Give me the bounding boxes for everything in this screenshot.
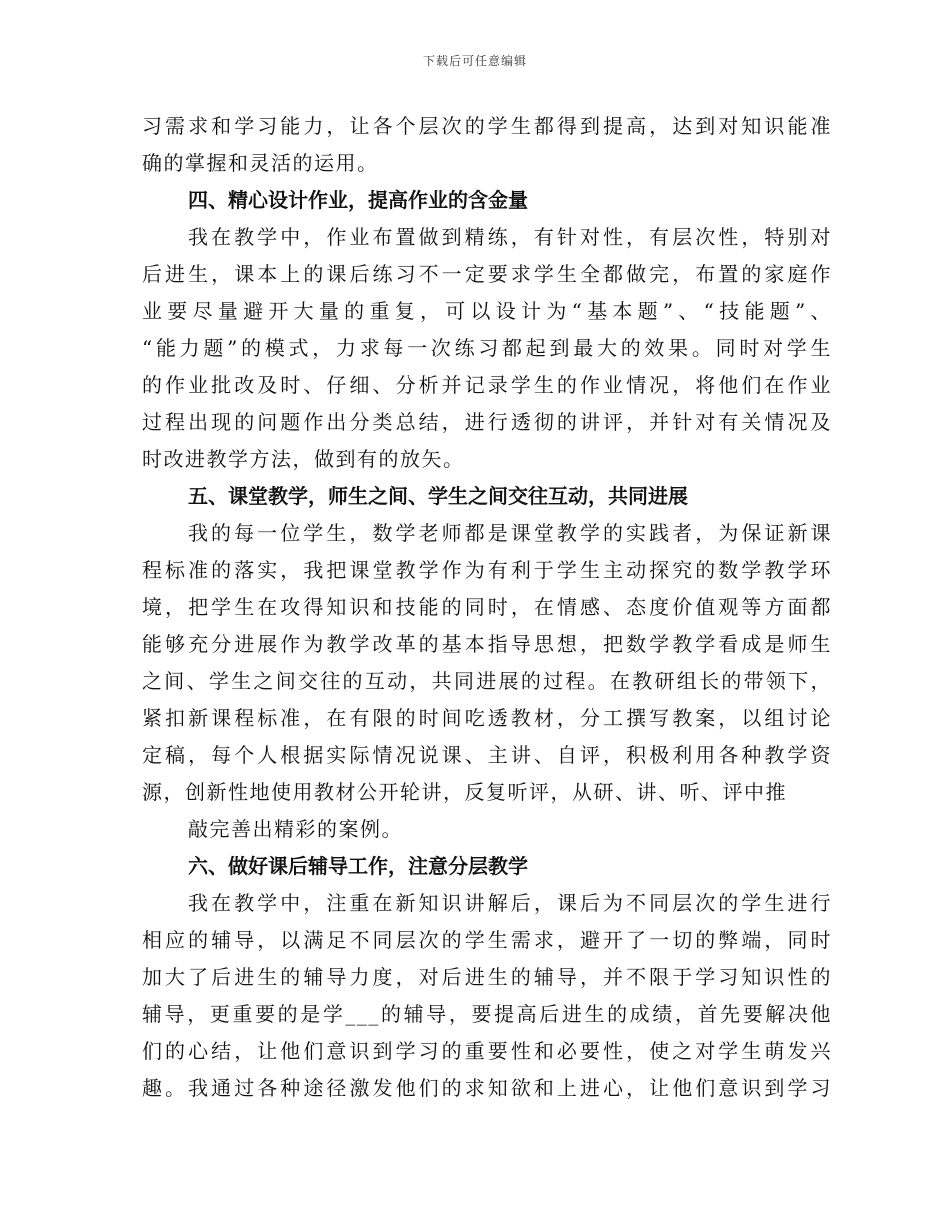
paragraph-line: 辅导，更重要的是学___的辅导，要提高后进生的成绩，首先要解决他 — [142, 1002, 832, 1026]
section-heading: 六、做好课后辅导工作，注意分层教学 — [188, 854, 528, 878]
paragraph-line: 我的每一位学生，数学老师都是课堂教学的实践者，为保证新课 — [188, 521, 832, 545]
paragraph-line: 我在教学中，注重在新知识讲解后，课后为不同层次的学生进行 — [188, 891, 832, 915]
paragraph-line: 相应的辅导，以满足不同层次的学生需求，避开了一切的弊端，同时 — [142, 928, 832, 952]
page-header: 下载后可任意编辑 — [422, 54, 527, 68]
paragraph-line: 过程出现的问题作出分类总结，进行透彻的讲评，并针对有关情况及 — [142, 410, 832, 434]
paragraph-line: 们的心结，让他们意识到学习的重要性和必要性，使之对学生萌发兴 — [142, 1039, 832, 1063]
paragraph-line: 我在教学中，作业布置做到精练，有针对性，有层次性，特别对 — [188, 225, 832, 249]
paragraph-line: 后进生，课本上的课后练习不一定要求学生全都做完，布置的家庭作 — [142, 262, 832, 286]
paragraph-line: 趣。我通过各种途径激发他们的求知欲和上进心，让他们意识到学习 — [142, 1076, 832, 1100]
section-heading: 五、课堂教学，师生之间、学生之间交往互动，共同进展 — [188, 484, 688, 508]
paragraph-line: 源，创新性地使用教材公开轮讲，反复听评，从研、讲、听、评中推 — [142, 780, 787, 804]
paragraph-line: 能够充分进展作为教学改革的基本指导思想，把数学教学看成是师生 — [142, 632, 832, 656]
paragraph-line: 敲完善出精彩的案例。 — [188, 817, 403, 841]
paragraph-line: “能力题”的模式，力求每一次练习都起到最大的效果。同时对学生 — [142, 336, 832, 360]
section-heading: 四、精心设计作业，提高作业的含金量 — [188, 188, 528, 212]
paragraph-line: 境，把学生在攻得知识和技能的同时，在情感、态度价值观等方面都 — [142, 595, 832, 619]
paragraph-line: 时改进教学方法，做到有的放矢。 — [142, 447, 465, 471]
paragraph-line: 确的掌握和灵活的运用。 — [142, 151, 379, 175]
paragraph-line: 之间、学生之间交往的互动，共同进展的过程。在教研组长的带领下， — [142, 669, 832, 693]
paragraph-line: 定稿，每个人根据实际情况说课、主讲、自评，积极利用各种教学资 — [142, 743, 832, 767]
document-body — [142, 108, 832, 1107]
paragraph-line: 加大了后进生的辅导力度，对后进生的辅导，并不限于学习知识性的 — [142, 965, 832, 989]
paragraph-line: 习需求和学习能力，让各个层次的学生都得到提高，达到对知识能准 — [142, 114, 832, 138]
paragraph-line: 的作业批改及时、仔细、分析并记录学生的作业情况，将他们在作业 — [142, 373, 832, 397]
paragraph-line: 业要尽量避开大量的重复，可以设计为“基本题”、“技能题”、 — [142, 299, 832, 323]
paragraph-line: 程标准的落实，我把课堂教学作为有利于学生主动探究的数学教学环 — [142, 558, 832, 582]
paragraph-line: 紧扣新课程标准，在有限的时间吃透教材，分工撰写教案，以组讨论 — [142, 706, 832, 730]
